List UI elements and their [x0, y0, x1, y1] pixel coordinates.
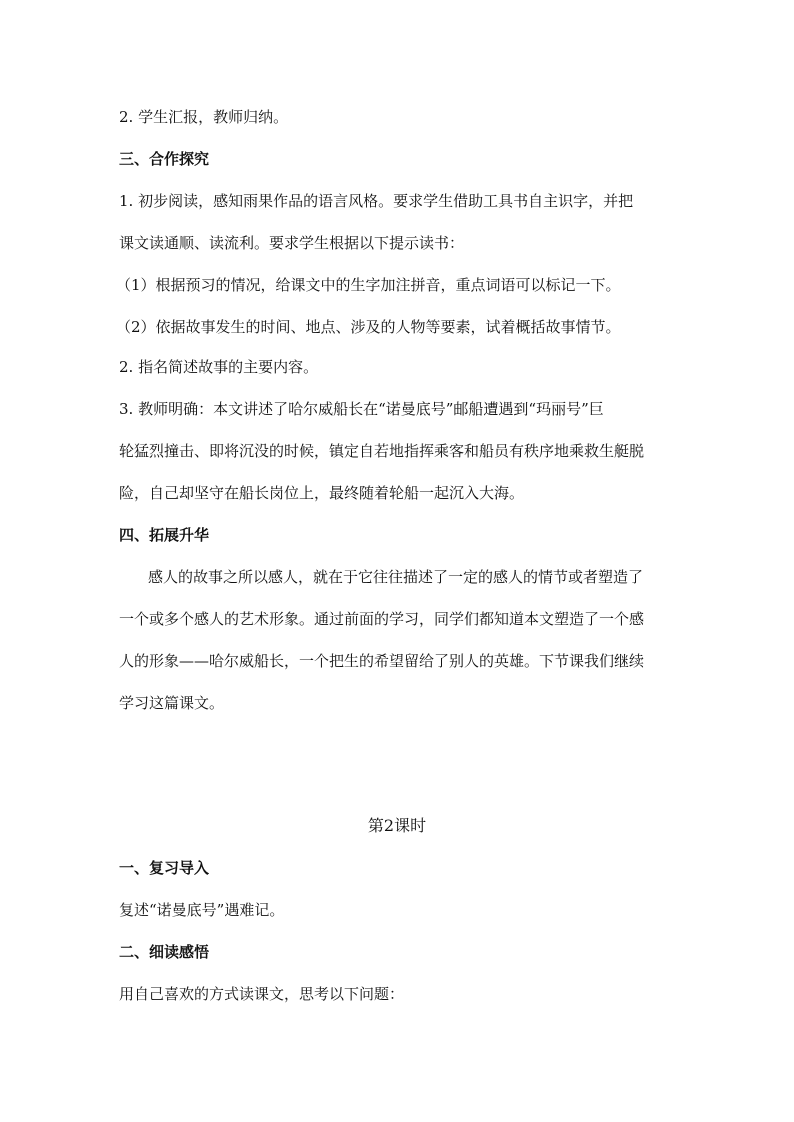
step-1-reading-line-1: 1. 初步阅读，感知雨果作品的语言风格。要求学生借助工具书自主识字，并把 [119, 192, 634, 210]
step-3-teacher-line-1: 3. 教师明确：本文讲述了哈尔威船长在“诺曼底号”邮船遭遇到“玛丽号”巨 [119, 400, 604, 418]
section-heading-extension: 四、拓展升华 [119, 526, 210, 544]
section-heading-review: 一、复习导入 [119, 859, 210, 877]
section-heading-cooperative-inquiry: 三、合作探究 [119, 150, 210, 168]
step-3-teacher-line-2: 轮猛烈撞击、即将沉没的时候，镇定自若地指挥乘客和船员有秩序地乘救生艇脱 [119, 442, 645, 460]
extension-paragraph-line-2: 一个或多个感人的艺术形象。通过前面的学习，同学们都知道本文塑造了一个感 [119, 610, 645, 628]
section-heading-close-reading: 二、细读感悟 [119, 943, 210, 961]
hint-2: （2）依据故事发生的时间、地点、涉及的人物等要素，试着概括故事情节。 [116, 318, 621, 336]
extension-paragraph-line-4: 学习这篇课文。 [119, 694, 225, 712]
step-2-report: 2. 学生汇报，教师归纳。 [119, 108, 289, 126]
close-reading-text: 用自己喜欢的方式读课文，思考以下问题： [119, 985, 405, 1003]
hint-1: （1）根据预习的情况，给课文中的生字加注拼音，重点词语可以标记一下。 [116, 276, 621, 294]
lesson-2-title: 第2课时 [367, 816, 427, 835]
step-2-summary: 2. 指名简述故事的主要内容。 [119, 358, 319, 376]
step-3-teacher-line-3: 险，自己却坚守在船长岗位上，最终随着轮船一起沉入大海。 [119, 484, 525, 502]
review-text: 复述“诺曼底号”遇难记。 [119, 901, 285, 919]
extension-paragraph-line-3: 人的形象——哈尔威船长，一个把生的希望留给了别人的英雄。下节课我们继续 [119, 652, 645, 670]
step-1-reading-line-2: 课文读通顺、读流利。要求学生根据以下提示读书： [119, 234, 465, 252]
extension-paragraph-line-1: 感人的故事之所以感人，就在于它往往描述了一定的感人的情节或者塑造了 [148, 568, 644, 586]
